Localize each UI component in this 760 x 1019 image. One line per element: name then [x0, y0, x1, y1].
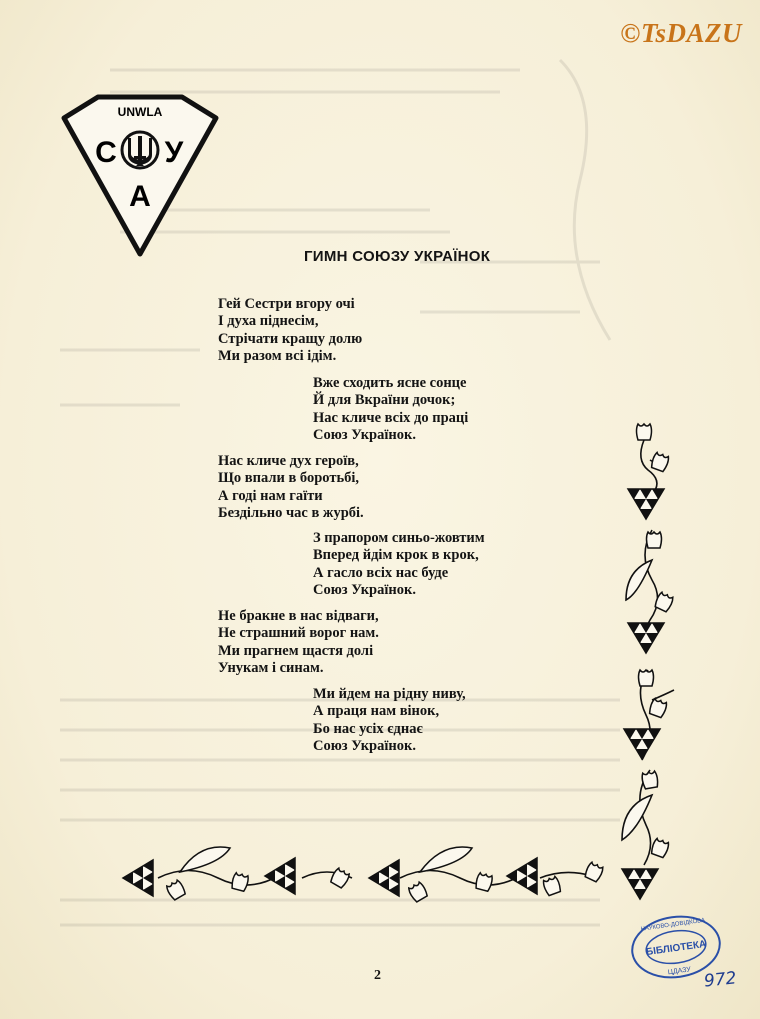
verse-line: Стрічати кращу долю [218, 330, 363, 347]
verse-line: А праця нам вінок, [313, 703, 440, 720]
stamp-bottom-text: ЦДАЗУ [667, 966, 692, 977]
verse-line: І духа піднесім, [218, 313, 319, 330]
logo-letter-bottom: А [129, 180, 151, 213]
verse-line: Вже сходить ясне сонце [313, 375, 467, 391]
verse-line: Не бракне в нас відваги, [218, 608, 379, 624]
verse-line: Унукам і синам. [218, 659, 324, 676]
verse-line: А годі нам гаїти [218, 487, 323, 504]
verse-line: Ми прагнем щастя долі [218, 642, 374, 659]
anthem-title: ГИМН СОЮЗУ УКРАЇНОК [304, 248, 491, 265]
copyright-watermark: ©TsDAZU [620, 18, 742, 48]
verse-line: Ми йдем на рідну ниву, [313, 686, 466, 702]
verse-line: Не страшний ворог нам. [218, 625, 379, 642]
logo-letter-right: У [164, 136, 184, 169]
verse-line: Союз Українок. [313, 581, 416, 598]
verse-line: Союз Українок. [313, 426, 416, 443]
verse-line: А гасло всіх нас буде [313, 564, 449, 581]
logo-letter-left: С [95, 136, 117, 169]
verse-line: Ми разом всі ідім. [218, 347, 337, 364]
verse-line: Союз Українок. [313, 737, 416, 754]
verse-line: Й для Вкраїни дочок; [313, 392, 456, 409]
verse-line: Бездільно час в журбі. [218, 504, 364, 521]
verse-line: Що впали в боротьбі, [218, 470, 360, 487]
verse-line: Нас кличе всіх до праці [313, 409, 469, 426]
page-number: 2 [374, 968, 381, 983]
verse-line: Гей Сестри вгору очі [218, 296, 355, 312]
stamp-top-text: НАУКОВО-ДОВІДКОВА [640, 917, 706, 933]
stamp-center-text: БІБЛІОТЕКА [645, 938, 707, 959]
verse-line: З прапором синьо-жовтим [313, 530, 485, 546]
handwritten-archive-number: 972 [703, 968, 738, 992]
verse-line: Бо нас усіх єднає [313, 720, 423, 737]
verse-line: Нас кличе дух героїв, [218, 453, 359, 469]
verse-line: Вперед йдім крок в крок, [313, 547, 479, 564]
logo-unwla-text: UNWLA [117, 105, 163, 119]
